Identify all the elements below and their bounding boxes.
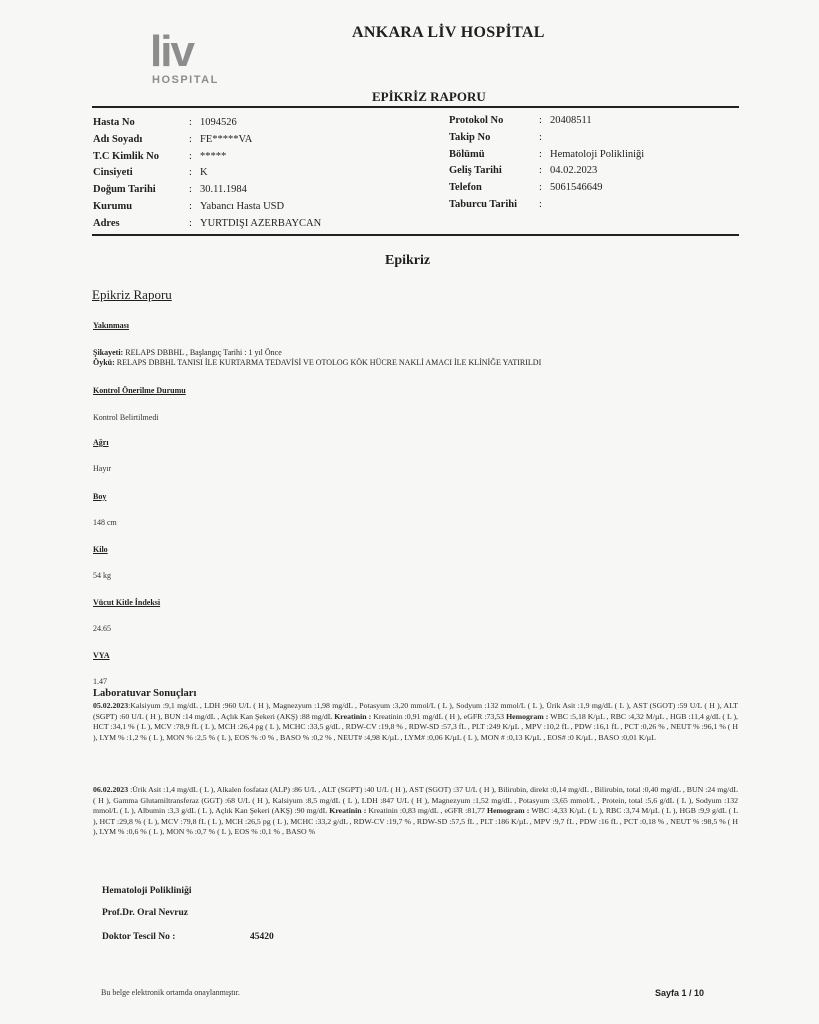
kontrol-label: Kontrol Önerilme Durumu	[93, 386, 186, 395]
top-divider	[92, 106, 739, 108]
doctor-registry-label: Doktor Tescil No :	[102, 932, 176, 942]
lab-subhead: Hemogram :	[506, 711, 549, 721]
kilo-label: Kilo	[93, 545, 108, 554]
page-number: Sayfa 1 / 10	[655, 988, 705, 998]
info-value: 20408511	[550, 115, 592, 126]
info-row: Telefon : 5061546649	[449, 180, 644, 197]
info-label: Hasta No	[93, 117, 135, 128]
doctor-registry-number: 45420	[250, 932, 274, 942]
lab-result-day2	[93, 785, 738, 838]
agri-value: Hayır	[93, 464, 112, 473]
info-label: Protokol No	[449, 115, 504, 126]
signature-department: Hematoloji Polikliniği	[102, 886, 192, 896]
info-row: Doğum Tarihi : 30.11.1984	[93, 182, 321, 199]
lab-date: 05.02.2023	[93, 701, 129, 710]
section-heading: Epikriz	[385, 253, 431, 268]
bottom-divider	[92, 234, 739, 236]
lab-subhead: Kreatinin :	[334, 711, 372, 721]
info-row: Kurumu : Yabancı Hasta USD	[93, 199, 321, 216]
info-label: Adres	[93, 217, 120, 229]
sikayeti-text: RELAPS DBBHL , Başlangıç Tarihi : 1 yıl Önce	[123, 348, 282, 357]
subsection-heading: Epikriz Raporu	[92, 287, 172, 302]
boy-value: 148 cm	[93, 518, 117, 527]
signature-doctor: Prof.Dr. Oral Nevruz	[102, 908, 189, 918]
lab-subhead: Kreatinin :	[329, 806, 367, 816]
info-value: 5061546649	[550, 182, 603, 194]
vki-label: Vücut Kitle İndeksi	[93, 598, 161, 607]
info-label: Taburcu Tarihi	[449, 198, 517, 210]
info-label: Doğum Tarihi	[93, 184, 156, 196]
oyku-line	[93, 358, 541, 367]
hospital-logo	[150, 27, 230, 90]
lab-values: WBC :5,18 K/µL , RBC :4,32 M/µL , HGB :11,4 g/dL ( L ), HCT :34,1 % ( L ), MCV :78,9 fL ( L ), MCH :26,4 pg ( L ), MCHC :33,5 g/dL , RDW-CV :19,8 % , RDW-SD :57,3 fL , PLT :249 K/µL , MPV :10,2 fL , PDW :16,1 fL , PCT :0,26 % , NEUT % :96,1 % ( H ), LYM % :1,2 % ( L ), MON % :2,5 % ( L ), EOS % :0 % , BASO % :0,2 % , NEUT# :4,98 K/µL , LYM# :0,06 K/µL ( L ), MON # :0,13 K/µL , EOS# :0 K/µL , BASO :0,01 K/µL	[93, 711, 738, 742]
lab-values: :Ürik Asit :1,4 mg/dL ( L ), Alkalen fosfataz (ALP) :86 U/L , ALT (SGPT) :40 U/L ( H ), AST (SGOT) :37 U/L ( H ), Bilirubin, direkt :0,14 mg/dL , Bilirubin, total :0,40 mg/dL , BUN :24 mg/dL ( H ), Gamma Glutamiltransferaz (GGT) :68 U/L ( H ), Kalsiyum :8,5 mg/dL ( L ), LDH :847 U/L ( H ), Magnezyum :1,52 mg/dL , Potasyum :3,65 mmol/L , Protein, total :5,6 g/dL ( L ), Sodyum :132 mmol/L ( L ), Albumin :3,3 g/dL ( L ), Açlık Kan Şekeri (AKŞ) :90 mg/dL	[93, 785, 738, 816]
report-title: EPİKRİZ RAPORU	[372, 89, 486, 104]
info-row: Hasta No : 1094526	[93, 115, 321, 132]
info-row: Protokol No : 20408511	[449, 113, 644, 130]
info-value: 04.02.2023	[550, 165, 598, 177]
lab-values: Kreatinin :0,83 mg/dL , eGFR :81,77	[366, 806, 487, 816]
info-value: 1094526	[200, 117, 237, 128]
oyku-text: RELAPS DBBHL TANISI İLE KURTARMA TEDAVİSİ VE OTOLOG KÖK HÜCRE NAKLİ AMACI İLE KLİNİĞE YATIRILDI	[114, 358, 542, 367]
lab-values: Kreatinin :0,91 mg/dL ( H ), eGFR :73,53	[371, 711, 507, 721]
info-row: T.C Kimlik No : *****	[93, 149, 321, 166]
oyku-label: Öykü:	[93, 358, 115, 367]
lab-results-heading: Laboratuvar Sonuçları	[93, 688, 197, 699]
lab-date: 06.02.2023	[93, 785, 129, 794]
agri-label: Ağrı	[93, 438, 109, 447]
yakinmasi-label: Yakınması	[93, 321, 130, 330]
info-row: Bölümü : Hematoloji Polikliniği	[449, 147, 644, 164]
patient-info-left	[93, 115, 321, 233]
info-value: YURTDIŞI AZERBAYCAN	[200, 217, 322, 229]
info-row: Taburcu Tarihi :	[449, 197, 644, 214]
info-row: Takip No :	[449, 130, 644, 147]
lab-result-day1	[93, 701, 738, 743]
info-row: Adres : YURTDIŞI AZERBAYCAN	[93, 216, 321, 233]
logo-text: HOSPITAL	[152, 74, 219, 86]
info-row: Adı Soyadı : FE*****VA	[93, 132, 321, 149]
lab-values: :Kalsiyum :9,1 mg/dL , LDH :960 U/L ( H ), Magnezyum :1,98 mg/dL , Potasyum :3,20 mmol/L ( L ), Sodyum :132 mmol/L ( L ), Ürik Asit :1,9 mg/dL ( L ), AST (SGOT) :59 U/L ( H ), ALT (SGPT) :60 U/L ( H ), BUN :14 mg/dL , Açlık Kan Şekeri (AKŞ) :88 mg/dL	[93, 701, 738, 721]
info-value: K	[200, 167, 208, 179]
info-value: Yabancı Hasta USD	[200, 200, 285, 212]
electronic-approval-note: Bu belge elektronik ortamda onaylanmıştır.	[101, 988, 240, 997]
boy-label: Boy	[93, 492, 107, 501]
info-label: Telefon	[449, 182, 482, 194]
patient-info-right	[449, 113, 644, 214]
info-value: Hematoloji Polikliniği	[550, 148, 645, 160]
info-value: *****	[200, 150, 227, 162]
info-label: Kurumu	[93, 200, 133, 212]
sikayeti-line	[93, 348, 282, 357]
info-label: Bölümü	[449, 148, 485, 160]
vya-label: VYA	[93, 651, 110, 660]
kontrol-value: Kontrol Belirtilmedi	[93, 413, 159, 422]
info-row: Geliş Tarihi : 04.02.2023	[449, 163, 644, 180]
hospital-name: ANKARA LİV HOSPİTAL	[352, 24, 545, 41]
info-value: FE*****VA	[200, 133, 253, 145]
vya-value: 1.47	[93, 677, 107, 686]
info-value: 30.11.1984	[200, 184, 247, 196]
lab-values: WBC :4,33 K/µL ( L ), RBC :3,74 M/µL ( L ), HGB :9,9 g/dL ( L ), HCT :29,8 % ( L ), MCV :79,8 fL ( L ), MCH :26,5 pg ( L ), MCHC :33,2 g/dL , RDW-CV :19,7 % , RDW-SD :57,5 fL , PLT :186 K/µL , MPV :9,7 fL , PDW :16 fL , PCT :0,18 % , NEUT % :98,5 % ( H ), LYM % :0,6 % ( L ), MON % :0,7 % ( L ), EOS % :0,1 % , BASO %	[93, 806, 739, 837]
kilo-value: 54 kg	[93, 571, 111, 580]
info-label: T.C Kimlik No	[93, 150, 160, 162]
info-label: Geliş Tarihi	[449, 165, 502, 177]
info-label: Takip No	[449, 131, 491, 143]
sikayeti-label: Şikayeti:	[93, 348, 124, 357]
vki-value: 24.65	[93, 624, 111, 633]
info-label: Cinsiyeti	[93, 167, 133, 179]
info-label: Adı Soyadı	[93, 133, 143, 145]
logo-mark: liv	[150, 27, 193, 76]
lab-subhead: Hemogram :	[487, 806, 530, 816]
info-row: Cinsiyeti : K	[93, 165, 321, 182]
